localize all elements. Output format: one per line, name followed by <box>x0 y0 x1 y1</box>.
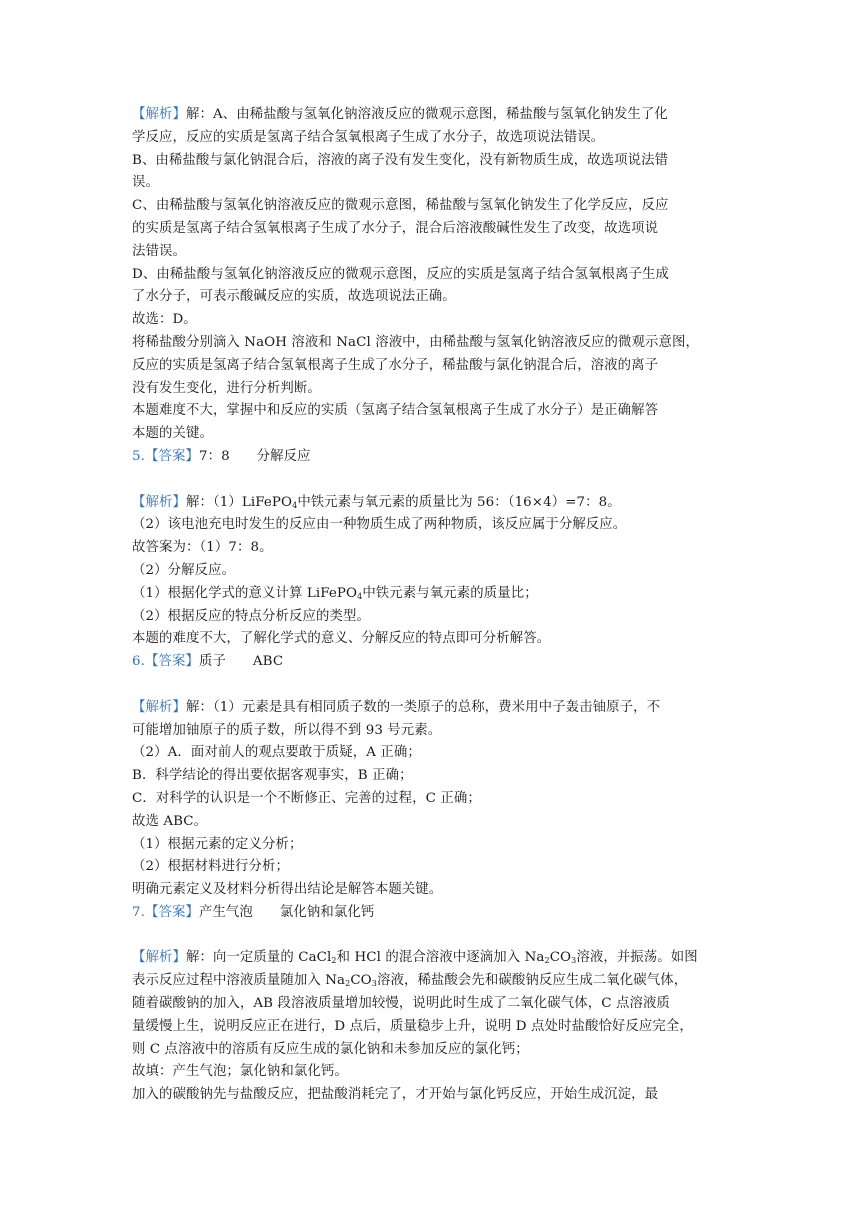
q7-analysis-line: 则 C 点溶液中的溶质有反应生成的氯化钠和未参加反应的氯化钙； <box>132 1041 529 1057</box>
q4-analysis-line: 本题的关键。 <box>132 426 213 442</box>
q7-analysis-line: 量缓慢上生，说明反应正在进行，D 点后，质量稳步上升，说明 D 点处时盐酸恰好反应完全， <box>132 1018 693 1034</box>
q4-analysis-line: 本题难度不大，掌握中和反应的实质（氢离子结合氢氧根离子生成了水分子）是正确解答 <box>132 403 659 419</box>
q5-answer: 7：8 分解反应 <box>198 448 311 464</box>
q5-answer-line <box>132 446 744 469</box>
q7-analysis-line: 加入的碳酸钠先与盐酸反应，把盐酸消耗完了，才开始与氯化钙反应，开始生成沉淀，最 <box>132 1087 659 1103</box>
answer-tag: 【答案】 <box>144 904 199 920</box>
q7-answer-line <box>132 902 744 925</box>
q4-analysis-line: 反应的实质是氢离子结合氢氧根离子生成了水分子，稀盐酸与氯化钠混合后，溶液的离子 <box>132 357 659 373</box>
q6-analysis-line: 【解析】解：（1）元素是具有相同质子数的一类原子的总称，费米用中子轰击铀原子，不 <box>132 699 661 715</box>
answer-tag: 【答案】 <box>144 654 199 670</box>
analysis-tag: 【解析】 <box>132 699 186 715</box>
spacer <box>132 925 744 948</box>
q4-analysis-line: 了水分子，可表示酸碱反应的实质，故选项说法正确。 <box>132 289 456 305</box>
q5-analysis-line: 故答案为：（1）7：8。 <box>132 540 273 556</box>
q6-analysis-line: （2）根据材料进行分析； <box>132 859 290 875</box>
answer-tag: 【答案】 <box>144 448 199 464</box>
q4-analysis-line: C、由稀盐酸与氢氧化钠溶液反应的微观示意图，稀盐酸与氢氧化钠发生了化学反应，反应 <box>132 198 669 214</box>
q7-analysis-line: 【解析】解：向一定质量的 CaCl$_2$和 HCl 的混合溶液中逐滴加入 $Na_2CO_3$溶液，并振荡。如图 <box>132 950 698 966</box>
q6-answer-line <box>132 651 744 674</box>
q7-answer: 产生气泡 氯化钠和氯化钙 <box>198 904 375 920</box>
q4-analysis-line: 法错误。 <box>132 243 186 259</box>
question-number: 6. <box>132 654 145 670</box>
analysis-tag: 【解析】 <box>132 950 186 966</box>
spacer <box>132 674 744 697</box>
q4-analysis-line: 误。 <box>132 175 159 191</box>
q5-analysis-line: （2）该电池充电时发生的反应由一种物质生成了两种物质，该反应属于分解反应。 <box>132 517 627 533</box>
q6-answer: 质子 ABC <box>198 654 284 670</box>
analysis-tag: 【解析】 <box>132 107 186 122</box>
q4-analysis-line: 【解析】解：A、由稀盐酸与氢氧化钠溶液反应的微观示意图，稀盐酸与氢氧化钠发生了化 <box>132 107 668 122</box>
q4-analysis-line: 学反应，反应的实质是氢离子结合氢氧根离子生成了水分子，故选项说法错误。 <box>132 129 605 145</box>
analysis-tag: 【解析】 <box>132 494 186 510</box>
q6-analysis-line: （1）根据元素的定义分析； <box>132 836 303 852</box>
q6-analysis-line: C．对科学的认识是一个不断修正、完善的过程，C 正确； <box>132 790 481 806</box>
q6-analysis-line: 故选 ABC。 <box>132 813 208 829</box>
q4-analysis-line: 没有发生变化，进行分析判断。 <box>132 380 321 396</box>
q5-analysis-line: 【解析】解：（1）LiFePO$_4$中铁元素与氧元素的质量比为 56：（16×4）=7：8。 <box>132 494 621 510</box>
q6-analysis-line: B．科学结论的得出要依据客观事实，B 正确； <box>132 768 413 784</box>
q7-analysis-line: 随着碳酸钠的加入，AB 段溶液质量增加较慢，说明此时生成了二氧化碳气体，C 点溶液质 <box>132 996 670 1012</box>
document-content <box>132 104 744 1107</box>
q4-analysis-line: 将稀盐酸分别滴入 NaOH 溶液和 NaCl 溶液中，由稀盐酸与氢氧化钠溶液反应的微观示意图， <box>132 334 699 350</box>
q5-analysis-line: （1）根据化学式的意义计算 LiFePO$_4$中铁元素与氧元素的质量比； <box>132 585 538 601</box>
q4-analysis-line: 的实质是氢离子结合氢氧根离子生成了水分子，混合后溶液酸碱性发生了改变，故选项说 <box>132 220 659 236</box>
q5-analysis-line: （2）根据反应的特点分析反应的类型。 <box>132 608 370 624</box>
q6-analysis-line: 可能增加铀原子的质子数，所以得不到 93 号元素。 <box>132 722 442 738</box>
q4-analysis-line: B、由稀盐酸与氯化钠混合后，溶液的离子没有发生变化，没有新物质生成，故选项说法错 <box>132 152 669 168</box>
q5-analysis-line: 本题的难度不大，了解化学式的意义、分解反应的特点即可分析解答。 <box>132 631 551 647</box>
question-number: 7. <box>132 904 145 920</box>
q7-analysis-line: 表示反应过程中溶液质量随加入 $Na_2CO_3$溶液，稀盐酸会先和碳酸钠反应生成二氧化碳气体， <box>132 973 688 989</box>
q6-analysis-line: （2）A．面对前人的观点要敢于质疑，A 正确； <box>132 745 421 761</box>
q5-analysis-line: （2）分解反应。 <box>132 562 236 578</box>
q4-analysis-line: D、由稀盐酸与氢氧化钠溶液反应的微观示意图，反应的实质是氢离子结合氢氧根离子生成 <box>132 266 669 282</box>
spacer <box>132 469 744 492</box>
q4-analysis-line: 故选：D。 <box>132 312 197 328</box>
question-number: 5. <box>132 448 145 464</box>
q7-analysis-line: 故填：产生气泡；氯化钠和氯化钙。 <box>132 1064 348 1080</box>
q6-analysis-line: 明确元素定义及材料分析得出结论是解答本题关键。 <box>132 882 443 898</box>
